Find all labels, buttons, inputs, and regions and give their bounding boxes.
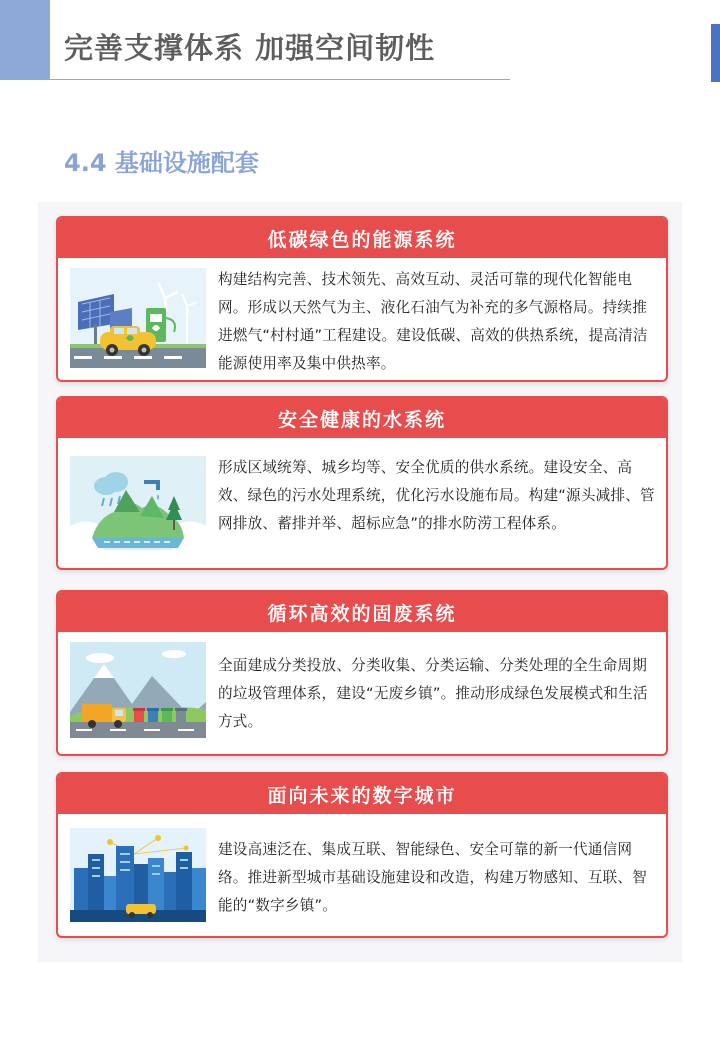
card-description: 全面建成分类投放、分类收集、分类运输、分类处理的全生命周期的垃圾管理体系，建设“无废乡镇”。推动形成绿色发展模式和生活方式。: [218, 657, 648, 730]
side-tab: [711, 24, 720, 82]
digital-city-illustration-icon: [70, 828, 206, 922]
card-water-system: [56, 396, 668, 570]
section-title: 4.4 基础设施配套: [64, 149, 259, 177]
header-divider: [50, 79, 510, 80]
card-title: 面向未来的数字城市: [58, 774, 666, 814]
card-title: 循环高效的固废系统: [58, 592, 666, 632]
card-waste-system: [56, 590, 668, 756]
card-description: 形成区域统筹、城乡均等、安全优质的供水系统。建设安全、高效、绿色的污水处理系统，优化污水设施布局。构建“源头减排、管网排放、蓄排并举、超标应急”的排水防涝工程体系。: [218, 459, 655, 532]
header-block: [0, 0, 50, 80]
card-description: 构建结构完善、技术领先、高效互动、灵活可靠的现代化智能电网。形成以天然气为主、液化石油气为补充的多气源格局。持续推进燃气“村村通”工程建设。建设低碳、高效的供热系统，提高清洁能源使用率及集中供热率。: [218, 271, 648, 372]
solar-energy-illustration-icon: [70, 268, 206, 368]
card-description: 建设高速泛在、集成互联、智能绿色、安全可靠的新一代通信网络。推进新型城市基础设施建设和改造，构建万物感知、互联、智能的“数字乡镇”。: [218, 841, 648, 914]
card-title: 低碳绿色的能源系统: [58, 218, 666, 258]
waste-sorting-illustration-icon: [70, 642, 206, 738]
card-energy-system: [56, 216, 668, 382]
card-digital-city: [56, 772, 668, 938]
page-title: 完善支撑体系 加强空间韧性: [64, 31, 436, 65]
water-system-illustration-icon: [70, 456, 206, 550]
card-title: 安全健康的水系统: [58, 398, 666, 438]
